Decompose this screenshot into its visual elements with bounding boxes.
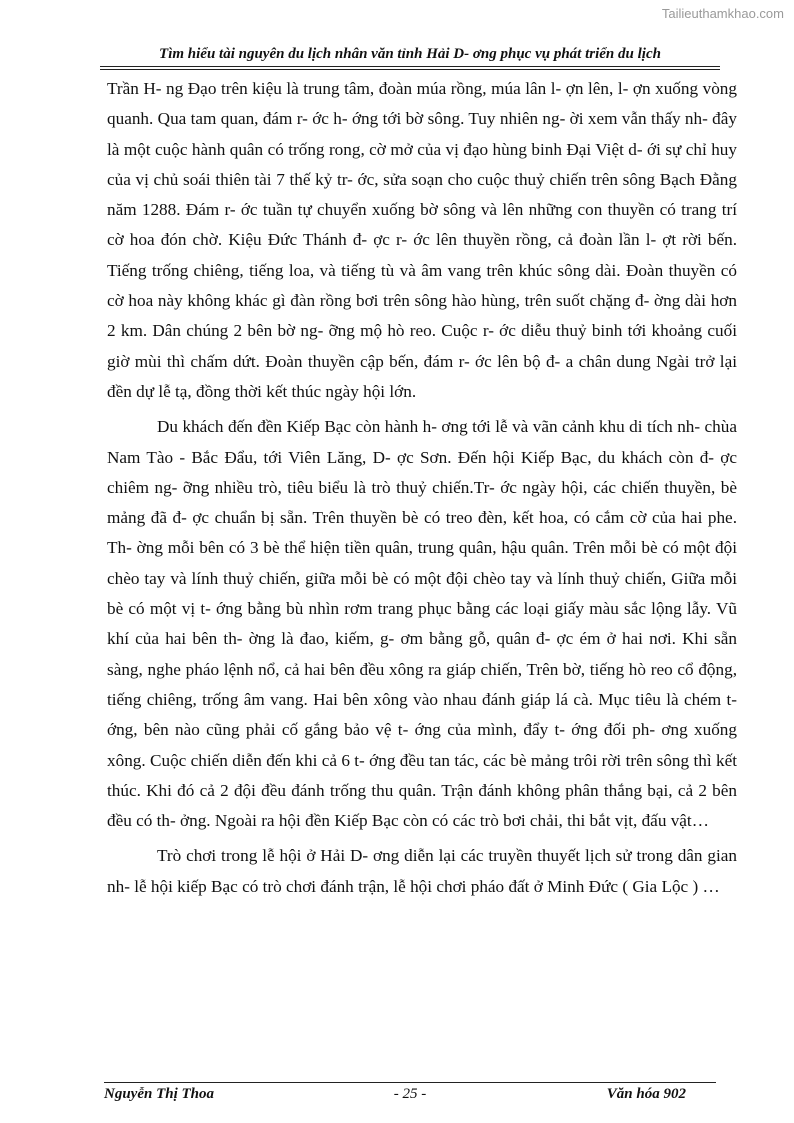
footer-author: Nguyễn Thị Thoa	[104, 1086, 215, 1102]
watermark: Tailieuthamkhao.com	[661, 6, 784, 21]
page-footer	[104, 1086, 716, 1108]
paragraph-2: Du khách đến đền Kiếp Bạc còn hành h- ơng tới lễ và vãn cảnh khu di tích nh- chùa Nam Tào - Bắc Đẩu, tới Viên Lăng, D- ợc Sơn. Đến hội Kiếp Bạc, du khách còn đ- ợc chiêm ng- ỡng nhiều trò, tiêu biểu là trò thuỷ chiến.Tr- ớc ngày hội, các chiến thuyền, bè mảng đã đ- ợc chuẩn bị sẵn. Trên thuyền bè có treo đèn, kết hoa, có cắm cờ của hai phe. Th- ờng mỗi bên có 3 bè thể hiện tiền quân, trung quân, hậu quân. Trên mỗi bè có một đội chèo tay và lính thuỷ chiến, giữa mỗi bè có một đội chèo tay và lính thuỷ chiến, Giữa mỗi bè có một vị t- ớng bằng bù nhìn rơm trang phục bằng các loại giấy màu sắc lộng lẫy. Vũ khí của hai bên th- ờng là đao, kiếm, g- ơm bằng gỗ, quân đ- ợc ém ở hai nơi. Khi sẵn sàng, nghe pháo lệnh nổ, cả hai bên đều xông ra giáp chiến, Trên bờ, tiếng hò reo cổ động, tiếng chiêng, trống âm vang. Hai bên xông vào nhau đánh giáp lá cà. Mục tiêu là chém t- ớng, bên nào cũng phải cố gắng bảo vệ t- ớng của mình, đẩy t- ớng đối ph- ơng xuống xông. Cuộc chiến diễn đến khi cả 6 t- ớng đều tan tác, các bè mảng trôi rời trên sông thì kết thúc. Khi đó cả 2 đội đều đánh trống thu quân. Trận đánh không phân thắng bại, cả 2 bên đều có th- ởng. Ngoài ra hội đền Kiếp Bạc còn có các trò bơi chải, thi bắt vịt, đấu vật…	[107, 417, 737, 831]
paragraph-3: Trò chơi trong lễ hội ở Hải D- ơng diễn lại các truyền thuyết lịch sử trong dân gian nh- lễ hội kiếp Bạc có trò chơi đánh trận, lễ hội chơi pháo đất ở Minh Đức ( Gia Lộc ) …	[107, 846, 737, 896]
running-header: Tìm hiểu tài nguyên du lịch nhân văn tỉnh Hải D- ơng phục vụ phát triển du lịch	[159, 46, 661, 62]
paragraph-1: Trần H- ng Đạo trên kiệu là trung tâm, đoàn múa rồng, múa lân l- ợn lên, l- ợn xuống vòng quanh. Qua tam quan, đám r- ớc h- ớng tới bờ sông. Tuy nhiên ng- ời xem vẫn thấy nh- đây là một cuộc hành quân có trống rong, cờ mở của vị đạo hùng binh Đại Việt d- ới sự chỉ huy của vị chủ soái thiên tài 7 thế kỷ tr- ớc, sửa soạn cho cuộc thuỷ chiến trên sông Bạch Đằng năm 1288. Đám r- ớc tuần tự chuyển xuống bờ sông và lên những con thuyền có trang trí cờ hoa đón chờ. Kiệu Đức Thánh đ- ợc r- ớc lên thuyền rồng, cả đoàn lần l- ợt rời bến. Tiếng trống chiêng, tiếng loa, và tiếng tù và âm vang trên khúc sông dài. Đoàn thuyền có cờ hoa này không khác gì đàn rồng bơi trên sông hào hùng, trên suốt chặng đ- ờng dài hơn 2 km. Dân chúng 2 bên bờ ng- ỡng mộ hò reo. Cuộc r- ớc diễu thuỷ binh tới khoảng cuối giờ mùi thì chấm dứt. Đoàn thuyền cập bến, đám r- ớc lên bộ đ- a chân dung Ngài trở lại đền dự lễ tạ, đồng thời kết thúc ngày hội lớn.	[107, 79, 737, 401]
document-body	[107, 74, 737, 907]
header-divider	[100, 66, 720, 70]
footer-divider	[104, 1082, 716, 1083]
page-number: - 25 -	[393, 1086, 427, 1102]
footer-class: Văn hóa 902	[606, 1086, 686, 1102]
